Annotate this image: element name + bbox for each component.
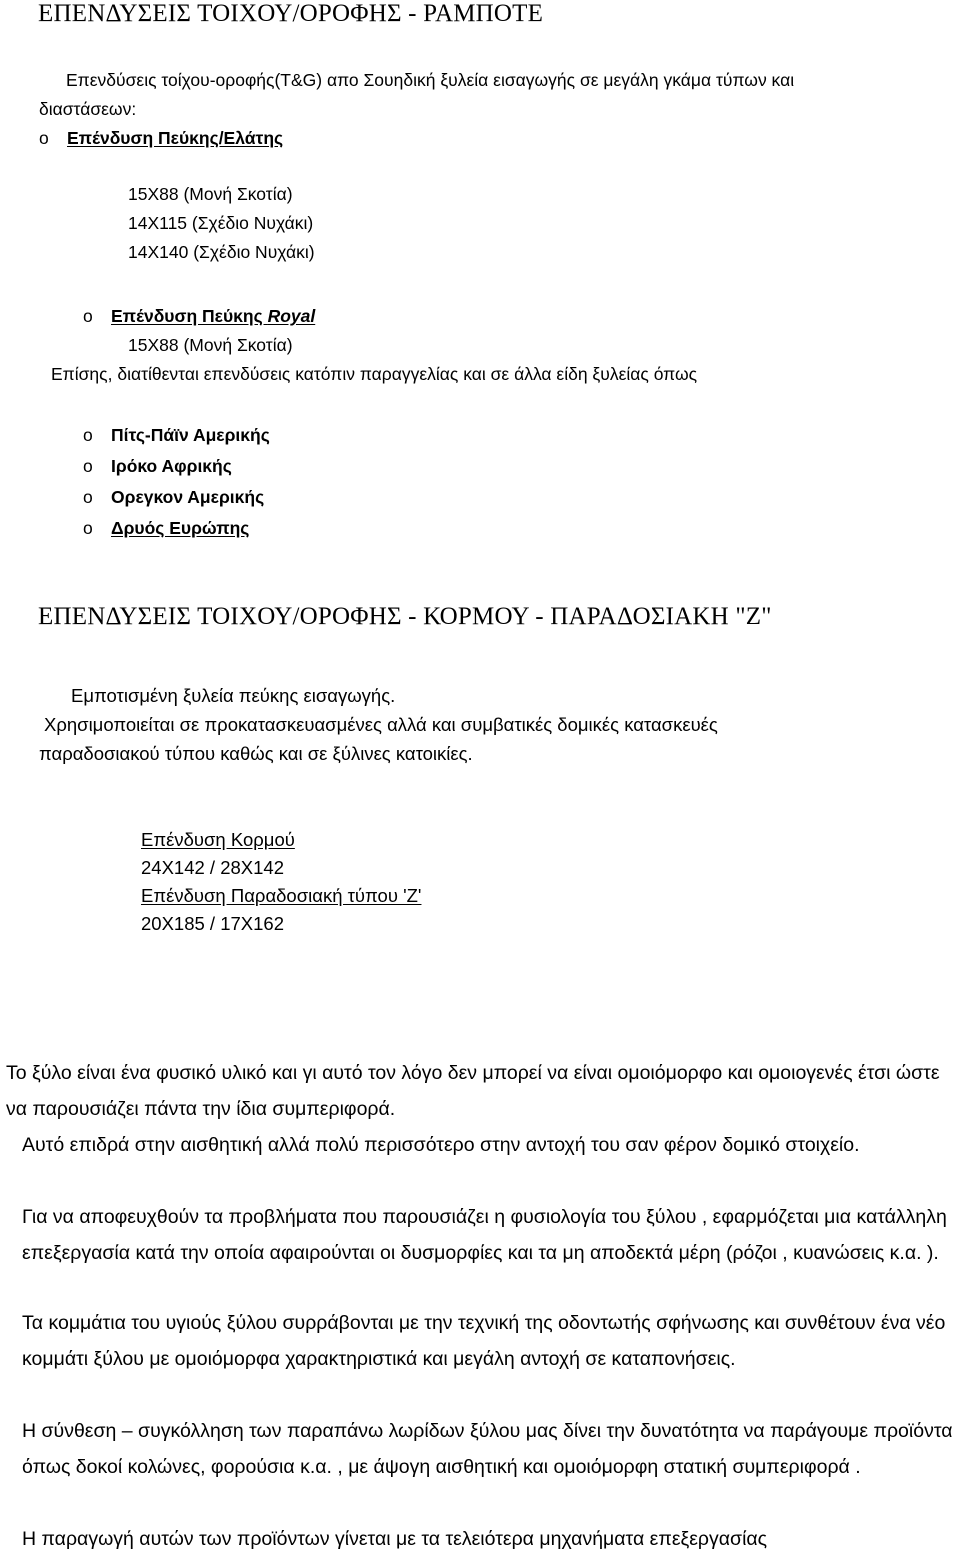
body-paragraph-6: Η παραγωγή αυτών των προϊόντων γίνεται με τα τελειότερα μηχανήματα επεξεργασίας: [22, 1528, 768, 1550]
product-heading-log: Επένδυση Κορμού: [141, 829, 295, 850]
intro-text-line-2: διαστάσεων:: [39, 99, 137, 119]
size-line: 15Χ88 (Μονή Σκοτία): [128, 184, 293, 204]
list-item-pine-fir: [39, 128, 283, 149]
body-paragraph-2: Αυτό επιδρά στην αισθητική αλλά πολύ περισσότερο στην αντοχή του σαν φέρον δομικό στοιχείο.: [22, 1134, 860, 1156]
bullet-icon: o: [83, 456, 93, 476]
size-line: 14Χ140 (Σχέδιο Νυχάκι): [128, 242, 315, 262]
item-heading: Επένδυση Πεύκης/Ελάτης: [67, 128, 284, 148]
item-heading: Επένδυση Πεύκης Royal: [111, 306, 316, 326]
size-line: 14Χ115 (Σχέδιο Νυχάκι): [128, 213, 314, 233]
bullet-icon: o: [39, 128, 49, 148]
bullet-icon: o: [83, 518, 93, 538]
section2-text-line-3: παραδοσιακού τύπου καθώς και σε ξύλινες κατοικίες.: [39, 743, 473, 764]
section2-text-line-2: Χρησιμοποιείται σε προκατασκευασμένες αλλά και συμβατικές δομικές κατασκευές: [44, 714, 718, 735]
body-paragraph-3: Για να αποφευχθούν τα προβλήματα που παρουσιάζει η φυσιολογία του ξύλου , εφαρμόζεται μια κατάλληλη επεξεργασία κατά την οποία αφαιρούνται οι δυσμορφίες και τα μη αποδεκτά μέρη (ρόζοι , κυανώσεις κ.α. ).: [22, 1206, 947, 1264]
body-paragraph-4: Τα κομμάτια του υγιούς ξύλου συρράβονται με την τεχνική της οδοντωτής σφήνωσης και συνθέτουν ένα νέο κομμάτι ξύλου με ομοιόμορφα χαρακτηριστικά και μεγάλη αντοχή σε καταπονήσεις.: [22, 1312, 946, 1370]
bullet-icon: o: [83, 306, 93, 326]
bullet-icon: o: [83, 425, 93, 445]
list-item-wood-type: o Ιρόκο Αφρικής: [83, 456, 232, 476]
body-paragraph-1: Το ξύλο είναι ένα φυσικό υλικό και γι αυτό τον λόγο δεν μπορεί να είναι ομοιόμορφο και ομοιογενές έτσι ώστε να παρουσιάζει πάντα την ίδια συμπεριφορά.: [6, 1062, 940, 1120]
body-paragraph-5: Η σύνθεση – συγκόλληση των παραπάνω λωρίδων ξύλου μας δίνει την δυνατότητα να παράγουμε προϊόντα όπως δοκοί κολώνες, φορούσια κ.α. , με άψογη αισθητική και ομοιόμορφη στατική συμπεριφορά .: [22, 1420, 953, 1478]
list-item-wood-type: o Ορεγκον Αμερικής: [83, 487, 265, 507]
intro-text-line-1: Επενδύσεις τοίχου-οροφής(T&G) απο Σουηδική ξυλεία εισαγωγής σε μεγάλη γκάμα τύπων και: [66, 70, 795, 90]
section-title: ΕΠΕΝΔΥΣΕΙΣ ΤΟΙΧΟΥ/ΟΡΟΦΗΣ - ΚΟΡΜΟΥ - ΠΑΡΑΔΟΣΙΑΚΗ "Ζ": [38, 603, 772, 630]
section2-text-line-1: Εμποτισμένη ξυλεία πεύκης εισαγωγής.: [71, 685, 396, 706]
page-title: ΕΠΕΝΔΥΣΕΙΣ ΤΟΙΧΟΥ/ΟΡΟΦΗΣ - ΡΑΜΠΟΤΕ: [38, 0, 544, 27]
list-item-pine-royal: [83, 306, 315, 327]
size-line: 15Χ88 (Μονή Σκοτία): [128, 335, 293, 355]
list-item-wood-type: o Πίτς-Πάϊν Αμερικής: [83, 425, 270, 445]
product-heading-z: Επένδυση Παραδοσιακή τύπου 'Ζ': [141, 885, 422, 906]
product-sizes-log: 24Χ142 / 28Χ142: [141, 857, 284, 878]
also-available-text: Επίσης, διατίθενται επενδύσεις κατόπιν παραγγελίας και σε άλλα είδη ξυλείας όπως: [51, 364, 698, 384]
list-item-wood-type: o Δρυός Ευρώπης: [83, 518, 250, 538]
bullet-icon: o: [83, 487, 93, 507]
product-sizes-z: 20Χ185 / 17Χ162: [141, 913, 284, 934]
